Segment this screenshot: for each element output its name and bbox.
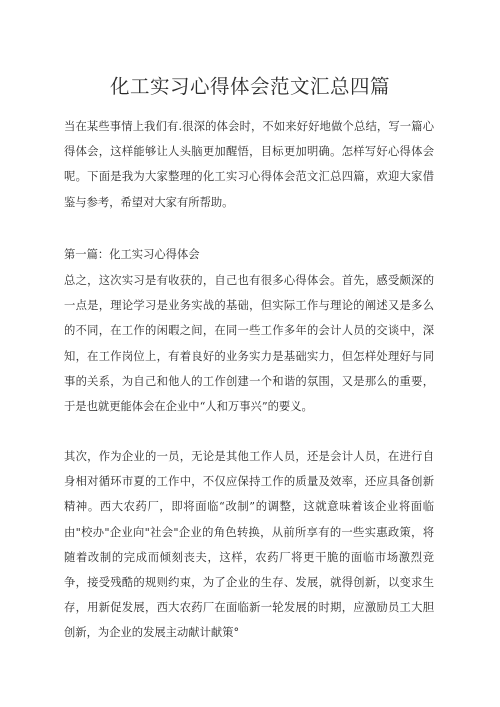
section-heading: 第一篇：化工实习心得体会 — [64, 248, 200, 261]
document-title: 化工实习心得体会范文汇总四篇 — [109, 75, 390, 98]
intro-paragraph: 当在某些事情上我们有.很深的体会时，不如来好好地做个总结，写一篇心得体会，这样能够让人头脑更加醒悟，目标更加明确。怎样写好心得体会呢。下面是我为大家整理的化工实习心得体会范文汇总四篇，欢迎大家借鉴与参考，希望对大家有所帮助。 — [64, 120, 434, 209]
body-paragraph-1: 总之，这次实习是有收获的，自己也有很多心得体会。首先，感受颇深的一点是，理论学习是业务实战的基础，但实际工作与理论的阐述又是多么的不同，在工作的闲暇之间，在同一些工作多年的会计人员的交谈中，深知，在工作岗位上，有着良好的业务实力是基础实力，但怎样处理好与同事的关系，为自己和他人的工作创建一个和谐的氛围，又是那么的重要，于是也就更能体会在企业中“人和万事兴”的要义。 — [64, 274, 434, 414]
body-paragraph-2: 其次，作为企业的一员，无论是其他工作人员，还是会计人员，在进行自身相对循环市夏的工作中，不仅应保持工作的质量及效率，还应具备创新精神。西大农药厂，即将面临“改制”的调整，这就意味着该企业将面临由"校办"企业向"社会"企业的角色转换，从前所享有的一些实惠政策，将随着改制的完成而倾刻丧夫，这样，农药厂将更干脆的面临市场激烈竞争，接受残酷的规则约束，为了企业的生存、发展，就得创新，以变求生存，用新促发展，西大农药厂在面临新一轮发展的时期，应激励员工大胆创新，为企业的发展主动献计献策° — [64, 450, 434, 640]
